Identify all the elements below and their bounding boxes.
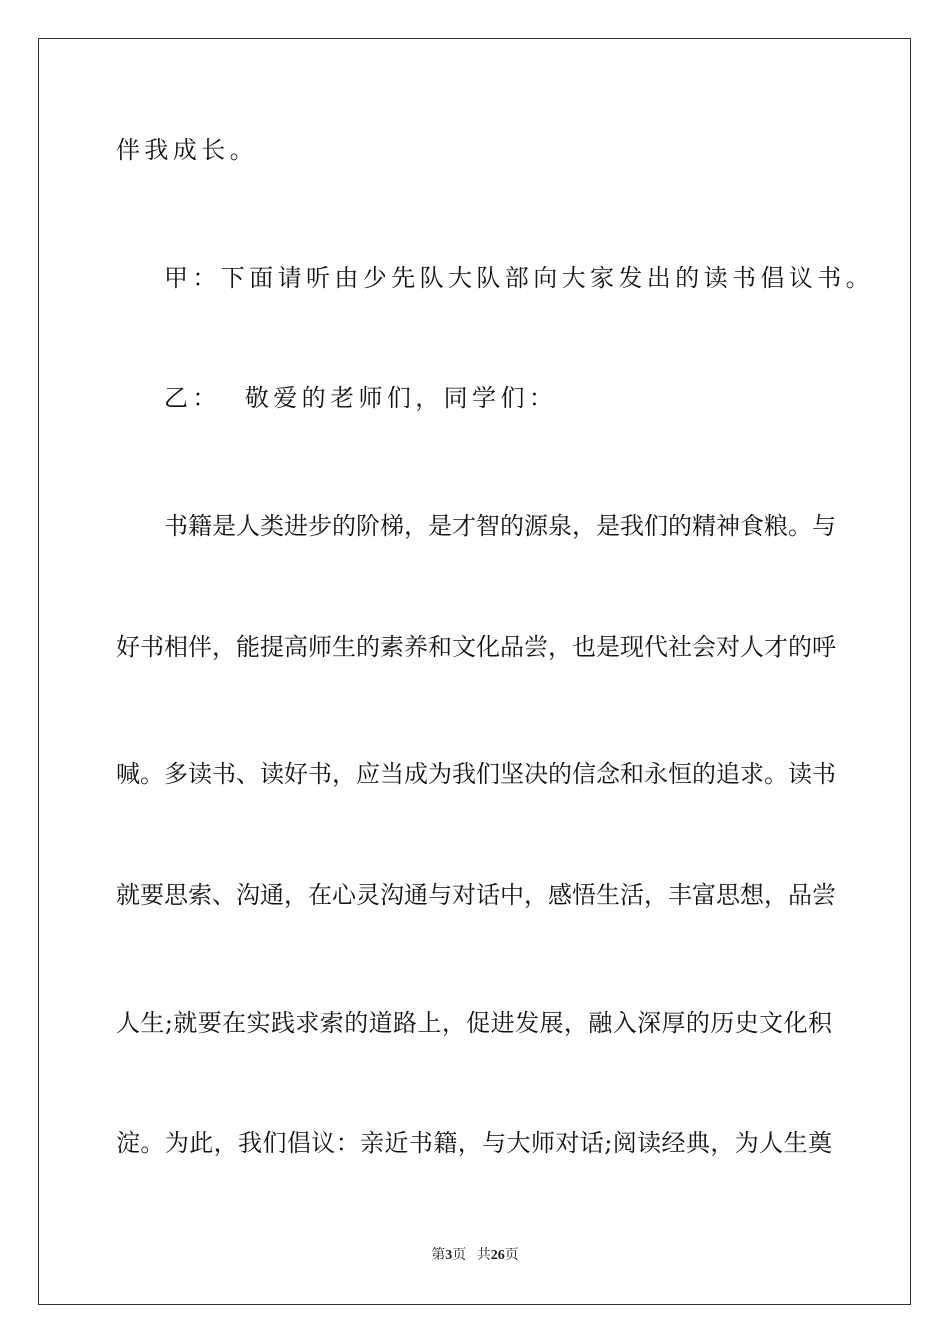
text-line: 甲：下面请听由少先队大队部向大家发出的读书倡议书。 xyxy=(164,264,874,292)
page-total-prefix: 共 xyxy=(476,1248,491,1263)
page-number-total: 26 xyxy=(490,1248,505,1263)
text-line: 人生;就要在实践求索的道路上，促进发展，融入深厚的历史文化积 xyxy=(116,1009,832,1037)
text-line: 好书相伴，能提高师生的素养和文化品尝，也是现代社会对人才的呼 xyxy=(116,633,836,661)
text-line: 喊。多读书、读好书，应当成为我们坚决的信念和永恒的追求。读书 xyxy=(116,760,836,788)
text-line: 书籍是人类进步的阶梯，是才智的源泉，是我们的精神食粮。与 xyxy=(164,512,836,540)
page-footer xyxy=(0,1247,950,1265)
page-border xyxy=(38,38,911,1305)
page-total-suffix: 页 xyxy=(504,1248,519,1263)
text-line: 淀。为此，我们倡议：亲近书籍，与大师对话;阅读经典，为人生奠 xyxy=(116,1129,832,1157)
text-line: 就要思索、沟通，在心灵沟通与对话中，感悟生活，丰富思想，品尝 xyxy=(116,881,836,909)
page-number-current: 3 xyxy=(445,1248,453,1263)
page-number-prefix: 第 xyxy=(431,1248,446,1263)
text-line: 乙： 敬爱的老师们，同学们： xyxy=(164,384,558,412)
page-number-suffix: 页 xyxy=(452,1248,467,1263)
text-line: 伴我成长。 xyxy=(116,136,258,164)
